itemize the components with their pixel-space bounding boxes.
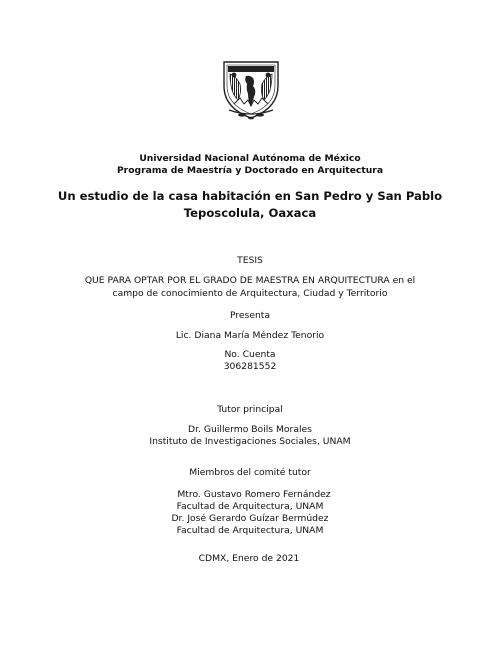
tutor-label: Tutor principal [217,404,283,415]
account-number: 306281552 [223,361,277,372]
university-name: Universidad Nacional Autónoma de México [139,153,361,164]
committee-member-name: Mtro. Gustavo Romero Fernández [177,489,331,500]
degree-description-line-2: campo de conocimiento de Arquitectura, Ciudad y Territorio [112,288,388,299]
committee-member-institution: Facultad de Arquitectura, UNAM [176,525,324,536]
thesis-title-line-1: Un estudio de la casa habitación en San Pedro y San Pablo [57,189,443,203]
tutor-name: Dr. Guillermo Boils Morales [188,424,312,435]
account-number-label: No. Cuenta [224,349,276,360]
place-and-date: CDMX, Enero de 2021 [198,553,300,564]
degree-description-line-1: QUE PARA OPTAR POR EL GRADO DE MAESTRA EN ARQUITECTURA en el [84,275,416,286]
thesis-title-line-2: Teposcolula, Oaxaca [183,206,317,220]
program-name: Programa de Maestría y Doctorado en Arquitectura [116,165,384,176]
committee-member-name: Dr. José Gerardo Guízar Bermúdez [171,513,329,524]
committee-label: Miembros del comité tutor [189,467,311,478]
unam-seal-logo [220,56,282,122]
committee-member-institution: Facultad de Arquitectura, UNAM [176,501,324,512]
tutor-institution: Instituto de Investigaciones Sociales, UNAM [149,436,351,447]
document-type: TESIS [237,255,263,266]
author-name: Lic. Diana María Méndez Tenorio [175,330,325,341]
presenta-label: Presenta [229,310,271,321]
